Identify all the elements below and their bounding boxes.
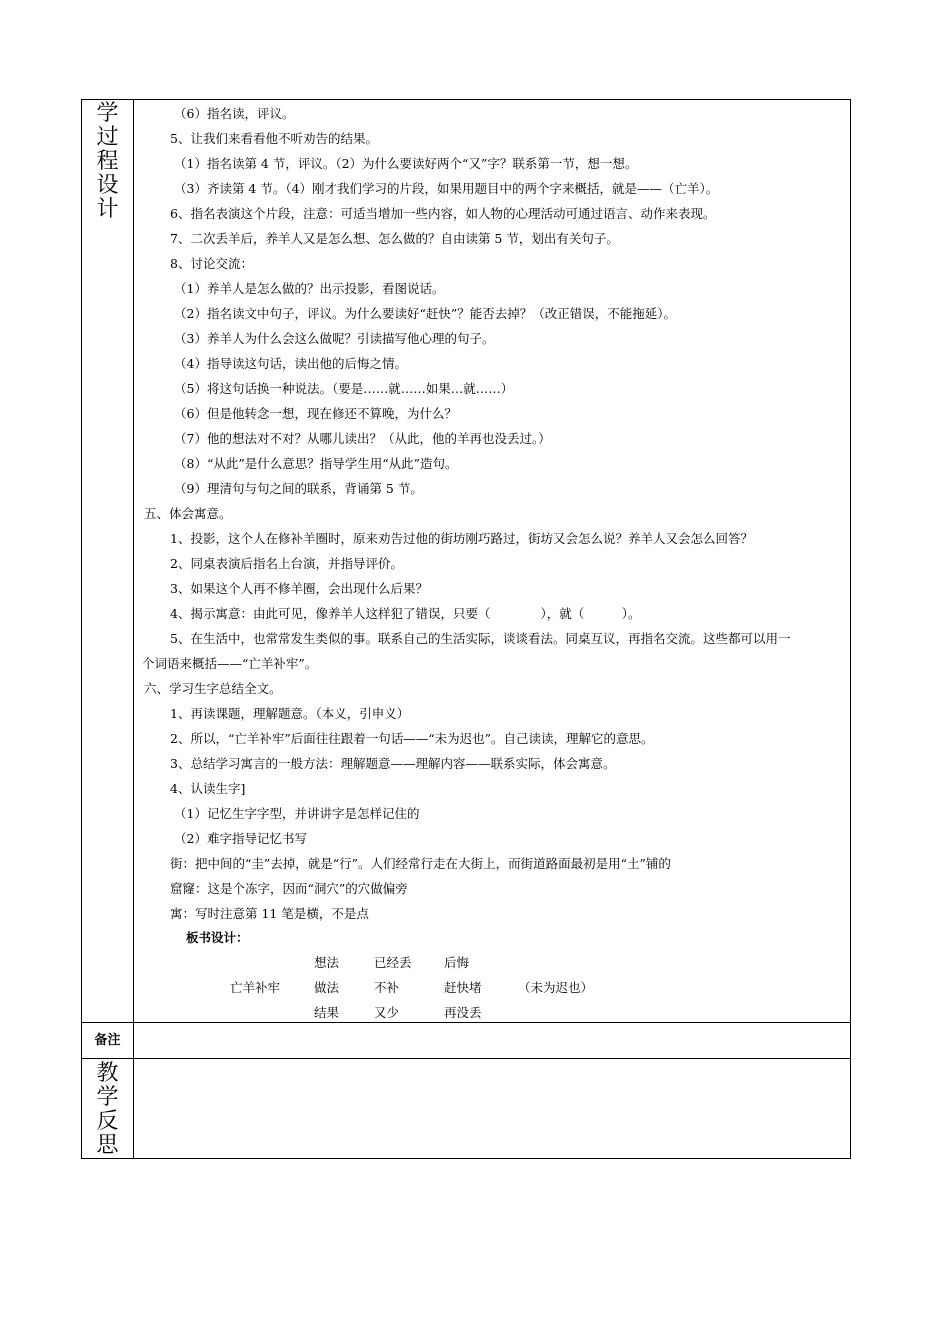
lesson-line: （7）他的想法对不对？从哪儿读出？（从此，他的羊再也没丢过。） [174, 431, 551, 446]
lesson-line: （1）养羊人是怎么做的？出示投影，看图说话。 [174, 281, 445, 296]
lesson-line: （5）将这句话换一种说法。（要是……就……如果…就……） [174, 381, 514, 396]
row-divider-note [82, 1022, 850, 1023]
board-col1-item: 想法 [314, 955, 340, 970]
lesson-line: 1、投影，这个人在修补羊圈时，原来劝告过他的街坊刚巧路过，街坊又会怎么说？养羊人又会怎么回答？ [170, 531, 753, 546]
lesson-line: 8、讨论交流： [170, 256, 253, 271]
column-divider [133, 100, 134, 1158]
lesson-line: 1、再读课题，理解题意。（本义，引申义） [170, 706, 410, 721]
board-col3-item: 再没丢 [444, 1005, 482, 1020]
board-note: （未为迟也） [518, 980, 594, 995]
lesson-line: 5、在生活中，也常常发生类似的事。联系自己的生活实际，谈谈看法。同桌互议，再指名交流。这些都可以用一 [170, 631, 791, 646]
board-col3-item: 赶快堵 [444, 980, 482, 995]
board-design-title: 板书设计： [186, 930, 249, 945]
section-heading: 五、体会寓意。 [144, 506, 232, 521]
section-heading: 六、学习生字总结全文。 [144, 681, 282, 696]
lesson-line: （2）指名读文中句子，评议。为什么要读好“赶快”？能否去掉？（改正错误，不能拖延）。 [174, 306, 676, 321]
lesson-line: 寓：写时注意第 11 笔是横，不是点 [170, 906, 369, 921]
board-col2-item: 不补 [374, 980, 400, 995]
board-col1-item: 结果 [314, 1005, 340, 1020]
lesson-line: （3）齐读第 4 节。（4）刚才我们学习的片段，如果用题目中的两个字来概括，就是——（亡羊）。 [174, 181, 719, 196]
lesson-line: 4、揭示寓意：由此可见，像养羊人这样犯了错误，只要（ ），就（ ）。 [170, 606, 641, 621]
lesson-line: （3）养羊人为什么会这么做呢？引读描写他心理的句子。 [174, 331, 495, 346]
lesson-line: 4、认读生字] [170, 781, 246, 796]
lesson-line: （9）理清句与句之间的联系，背诵第 5 节。 [174, 481, 423, 496]
board-col2-item: 已经丢 [374, 955, 412, 970]
lesson-line: （8）“从此”是什么意思？指导学生用“从此”造句。 [174, 456, 458, 471]
lesson-line: （4）指导读这句话，读出他的后悔之情。 [174, 356, 407, 371]
lesson-line: 2、所以，“亡羊补牢”后面往往跟着一句话——“未为迟也”。自己读读，理解它的意思。 [170, 731, 654, 746]
label-process-design: 学 过 程 设 计 [96, 101, 119, 222]
lesson-line: 窟窿：这是个冻字，因而“洞穴”的穴做偏旁 [170, 881, 408, 896]
label-note: 备注 [94, 1033, 121, 1048]
lesson-line: 7、二次丢羊后，养羊人又是怎么想、怎么做的？自由读第 5 节，划出有关句子。 [170, 231, 619, 246]
board-col1-item: 做法 [314, 980, 340, 995]
lesson-line: （6）指名读，评议。 [174, 106, 295, 121]
lesson-line: （6）但是他转念一想，现在修还不算晚，为什么？ [174, 406, 457, 421]
lesson-line: 3、如果这个人再不修羊圈，会出现什么后果？ [170, 581, 428, 596]
board-col3-item: 后悔 [444, 955, 470, 970]
lesson-line: 街：把中间的“圭”去掉，就是“行”。人们经常行走在大街上，而街道路面最初是用“土”铺的 [170, 856, 671, 871]
row-divider-reflection [82, 1058, 850, 1059]
lesson-line: 个词语来概括——“亡羊补牢”。 [142, 656, 318, 671]
lesson-line: （1）指名读第 4 节，评议。（2）为什么要读好两个“又”字？联系第一节，想一想。 [174, 156, 638, 171]
lesson-line: 5、让我们来看看他不听劝告的结果。 [170, 131, 378, 146]
lesson-line: 6、指名表演这个片段，注意：可适当增加一些内容，如人物的心理活动可通过语言、动作来表现。 [170, 206, 716, 221]
lesson-line: 3、总结学习寓言的一般方法：理解题意——理解内容——联系实际，体会寓意。 [170, 756, 616, 771]
label-reflection: 教 学 反 思 [96, 1061, 119, 1158]
lesson-line: 2、同桌表演后指名上台演，并指导评价。 [170, 556, 403, 571]
board-main-title: 亡羊补牢 [230, 980, 281, 995]
lesson-table [81, 99, 851, 1159]
lesson-line: （1）记忆生字字型，并讲讲字是怎样记住的 [174, 806, 420, 821]
board-col2-item: 又少 [374, 1005, 400, 1020]
lesson-line: （2）难字指导记忆书写 [174, 831, 307, 846]
